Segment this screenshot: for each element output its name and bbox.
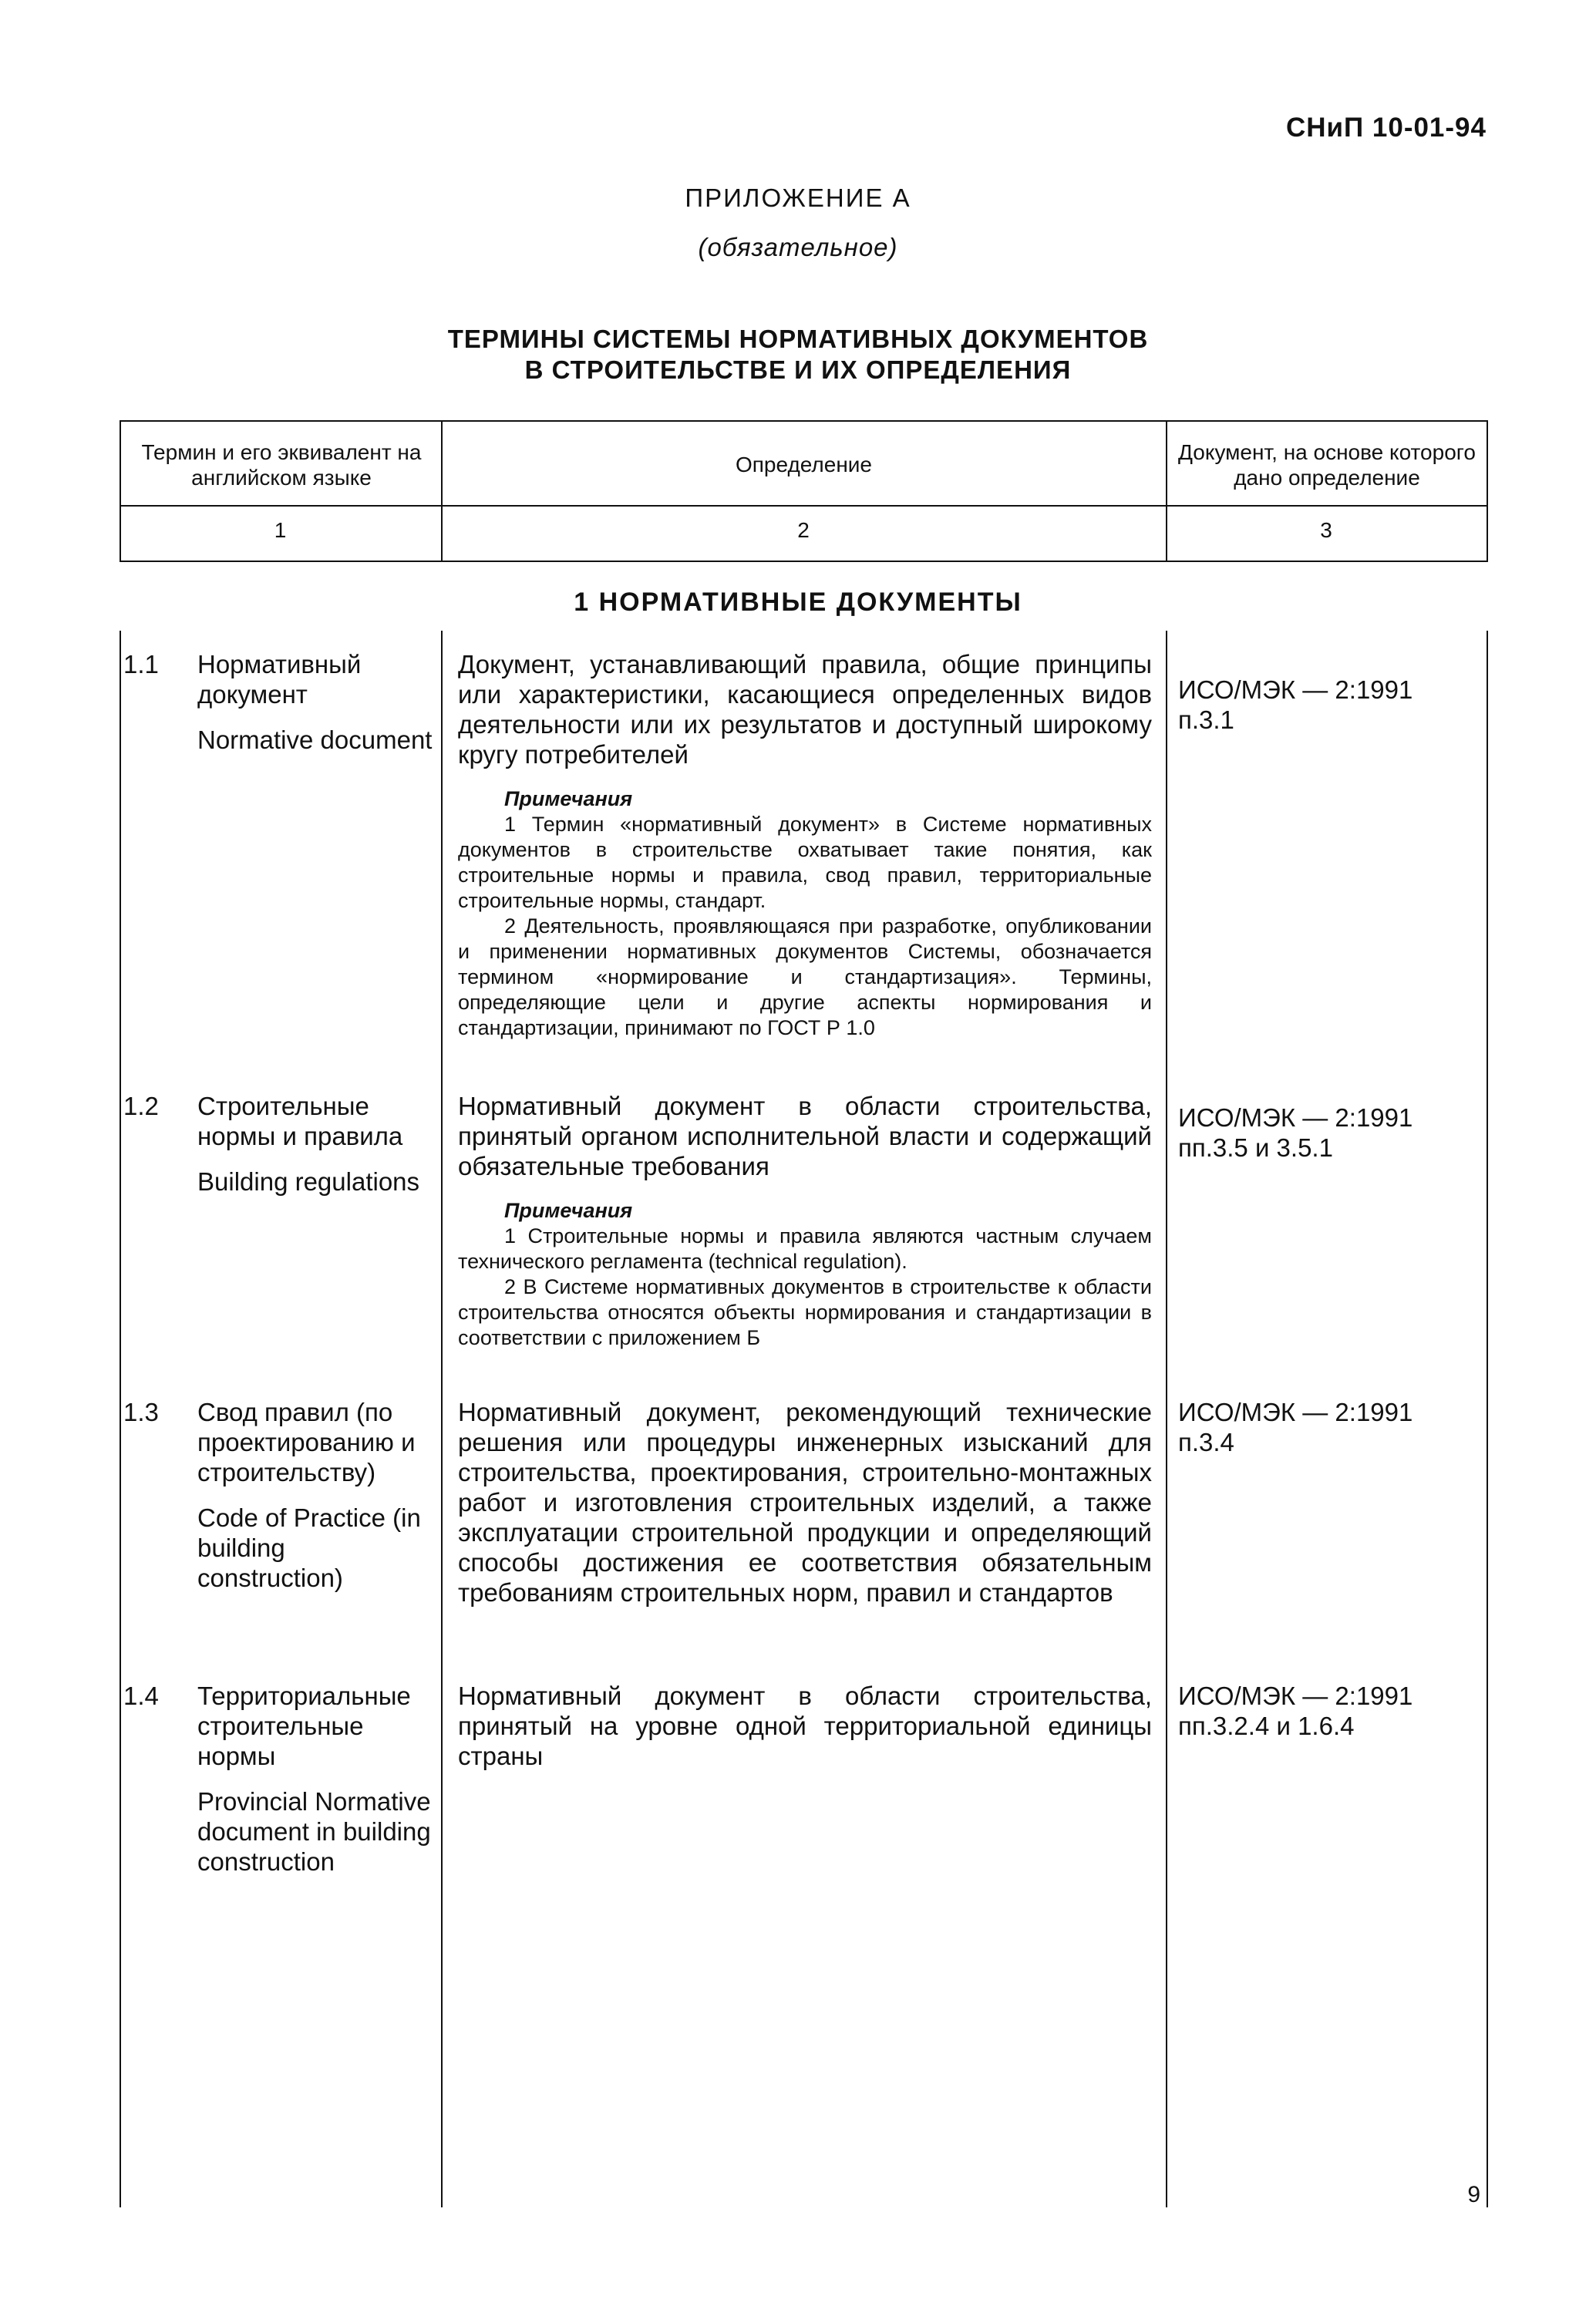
reference-clause: п.3.4 <box>1178 1428 1234 1456</box>
definition-cell <box>458 1091 1152 1351</box>
definition-text: Документ, устанавливающий правила, общие принципы или характеристики, касающиеся определенных видов деятельности или их результатов и доступный широкому кругу потребителей <box>458 650 1152 769</box>
reference-cell <box>1178 1681 1502 1741</box>
main-title-line-2: В СТРОИТЕЛЬСТВЕ И ИХ ОПРЕДЕЛЕНИЯ <box>524 355 1072 384</box>
notes-block <box>458 1198 1152 1351</box>
header-divider <box>120 505 1488 507</box>
reference-cell <box>1178 1397 1502 1457</box>
reference-clause: пп.3.2.4 и 1.6.4 <box>1178 1712 1355 1740</box>
document-code: СНиП 10-01-94 <box>1285 113 1487 143</box>
note-item: 2 В Системе нормативных документов в строительстве к области строительства относятся объекты нормирования и стандартизации в соответствии с приложением Б <box>458 1275 1152 1349</box>
reference-clause: пп.3.5 и 3.5.1 <box>1178 1133 1333 1162</box>
section-title: 1 НОРМАТИВНЫЕ ДОКУМЕНТЫ <box>574 588 1022 617</box>
definition-cell <box>458 1397 1152 1608</box>
term-ru: Свод правил (по проектированию и строительству) <box>197 1398 416 1486</box>
definition-text: Нормативный документ, рекомендующий технические решения или процедуры инженерных изысканий для строительства, проектирования, строительно-монтажных работ и изготовления строительных изделий, а также эксплуатации строительной продукции и определяющий способы достижения ее соответствия обязательным требованиям строительных норм, правил и стандартов <box>458 1398 1152 1607</box>
definition-cell <box>458 649 1152 1041</box>
definition-cell <box>458 1681 1152 1771</box>
term-en: Code of Practice (in building construction) <box>197 1503 421 1592</box>
col-divider-1-body <box>441 631 443 2207</box>
reference-cell <box>1178 1103 1502 1163</box>
column-header-reference: Документ, на основе которого дано определение <box>1178 439 1476 490</box>
reference-standard: ИСО/МЭК — 2:1991 <box>1178 675 1413 704</box>
note-item: 1 Термин «нормативный документ» в Системе нормативных документов в строительстве охватывает такие понятия, как строительные нормы и правила, свод правил, территориальные строительные нормы, стандарт. <box>458 813 1152 912</box>
reference-clause: п.3.1 <box>1178 705 1234 734</box>
column-number-2: 2 <box>797 518 810 542</box>
term-en: Building regulations <box>197 1167 420 1196</box>
reference-standard: ИСО/МЭК — 2:1991 <box>1178 1398 1413 1426</box>
main-title-line-1: ТЕРМИНЫ СИСТЕМЫ НОРМАТИВНЫХ ДОКУМЕНТОВ <box>447 325 1149 353</box>
term-cell <box>197 1397 436 1593</box>
page-number: 9 <box>1467 2182 1480 2207</box>
term-en: Normative document <box>197 726 433 754</box>
reference-standard: ИСО/МЭК — 2:1991 <box>1178 1103 1413 1132</box>
notes-block <box>458 786 1152 1041</box>
border-left-body <box>120 631 121 2207</box>
term-ru: Территориальные строительные нормы <box>197 1682 411 1770</box>
col-divider-2-body <box>1166 631 1167 2207</box>
column-number-3: 3 <box>1320 518 1332 542</box>
notes-title: Примечания <box>504 1199 633 1222</box>
term-number: 1.1 <box>123 650 159 678</box>
main-title <box>0 324 1596 386</box>
term-ru: Строительные нормы и правила <box>197 1092 403 1150</box>
term-number: 1.4 <box>123 1682 159 1710</box>
term-cell <box>197 1681 436 1877</box>
term-ru: Нормативный документ <box>197 650 362 709</box>
definition-text: Нормативный документ в области строительства, принятый органом исполнительной власти и содержащий обязательные требования <box>458 1092 1152 1180</box>
column-header-definition: Определение <box>735 453 873 476</box>
appendix-note: (обязательное) <box>698 233 898 261</box>
notes-title: Примечания <box>504 787 633 810</box>
term-number: 1.3 <box>123 1398 159 1426</box>
appendix-title: ПРИЛОЖЕНИЕ А <box>685 183 911 212</box>
reference-cell <box>1178 675 1502 735</box>
number-row-divider <box>120 561 1488 562</box>
term-cell <box>197 1091 436 1197</box>
border-right-header <box>1487 420 1488 561</box>
definition-text: Нормативный документ в области строительства, принятый на уровне одной территориальной единицы страны <box>458 1682 1152 1770</box>
note-item: 1 Строительные нормы и правила являются частным случаем технического регламента (technical regulation). <box>458 1224 1152 1273</box>
table-top-border <box>120 420 1488 422</box>
note-item: 2 Деятельность, проявляющаяся при разработке, опубликовании и применении нормативных документов Системы, обозначается термином «нормирование и стандартизация». Термины, определяющие цели и другие аспекты нормирования и стандартизации, принимают по ГОСТ Р 1.0 <box>458 914 1152 1039</box>
column-header-term: Термин и его эквивалент на английском языке <box>141 439 422 490</box>
term-cell <box>197 649 436 755</box>
term-en: Provincial Normative document in building construction <box>197 1787 431 1876</box>
column-number-1: 1 <box>274 518 287 542</box>
reference-standard: ИСО/МЭК — 2:1991 <box>1178 1682 1413 1710</box>
term-number: 1.2 <box>123 1092 159 1120</box>
